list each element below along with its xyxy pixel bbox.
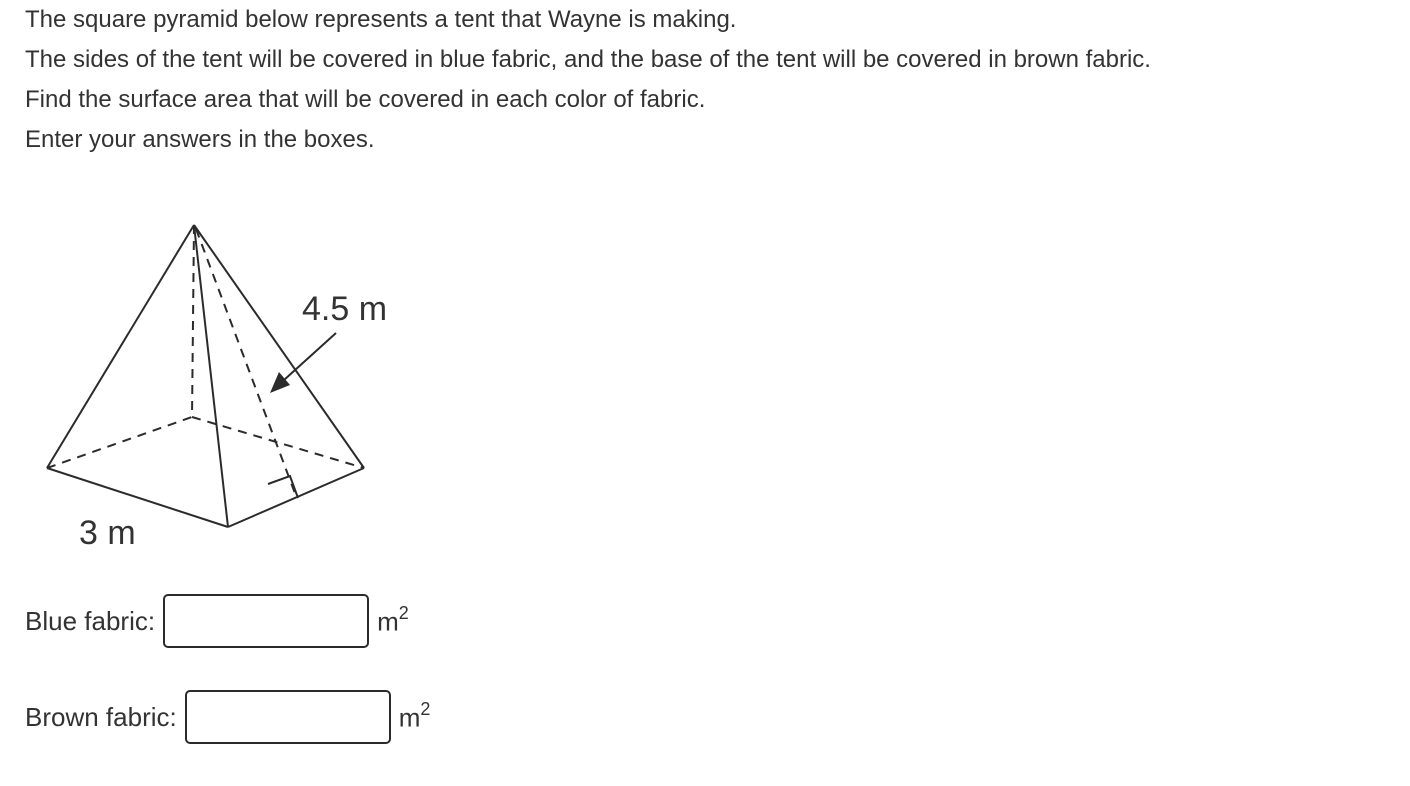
pyramid-hidden-edge-apex — [192, 225, 194, 417]
question-text — [25, 0, 1395, 160]
blue-fabric-input[interactable] — [163, 594, 369, 648]
pyramid-diagram — [30, 210, 430, 555]
brown-fabric-unit-exponent: 2 — [420, 698, 431, 719]
right-angle-marker — [268, 476, 298, 498]
slant-height-label: 4.5 m — [302, 290, 388, 328]
question-line-1: The square pyramid below represents a tent that Wayne is making. — [25, 6, 737, 33]
brown-fabric-input[interactable] — [185, 690, 391, 744]
slant-height-arrow-line — [284, 333, 336, 380]
blue-fabric-label: Blue fabric: — [25, 605, 156, 636]
blue-fabric-row — [25, 594, 409, 648]
base-edge-label: 3 m — [79, 514, 136, 552]
question-line-3: Find the surface area that will be covered in each color of fabric. — [25, 86, 706, 113]
pyramid-base-front-right — [228, 468, 364, 527]
blue-fabric-unit-base: m — [377, 606, 399, 637]
blue-fabric-unit-exponent: 2 — [398, 602, 409, 623]
slant-height-arrowhead — [270, 372, 290, 393]
question-line-2: The sides of the tent will be covered in blue fabric, and the base of the tent will be covered in brown fabric. — [25, 46, 1151, 73]
brown-fabric-unit-base: m — [398, 702, 421, 733]
pyramid-hidden-edge-left-back — [47, 417, 192, 468]
brown-fabric-unit — [398, 698, 431, 734]
pyramid-edge-left — [47, 225, 194, 468]
question-line-4: Enter your answers in the boxes. — [25, 126, 375, 153]
brown-fabric-label: Brown fabric: — [25, 701, 177, 732]
blue-fabric-unit — [377, 602, 409, 638]
brown-fabric-row — [25, 690, 430, 744]
pyramid-edge-front — [194, 225, 228, 527]
pyramid-figure — [30, 210, 430, 555]
pyramid-edge-right — [194, 225, 364, 468]
pyramid-slant-height-line — [196, 229, 296, 496]
pyramid-base-front-left — [47, 468, 228, 527]
